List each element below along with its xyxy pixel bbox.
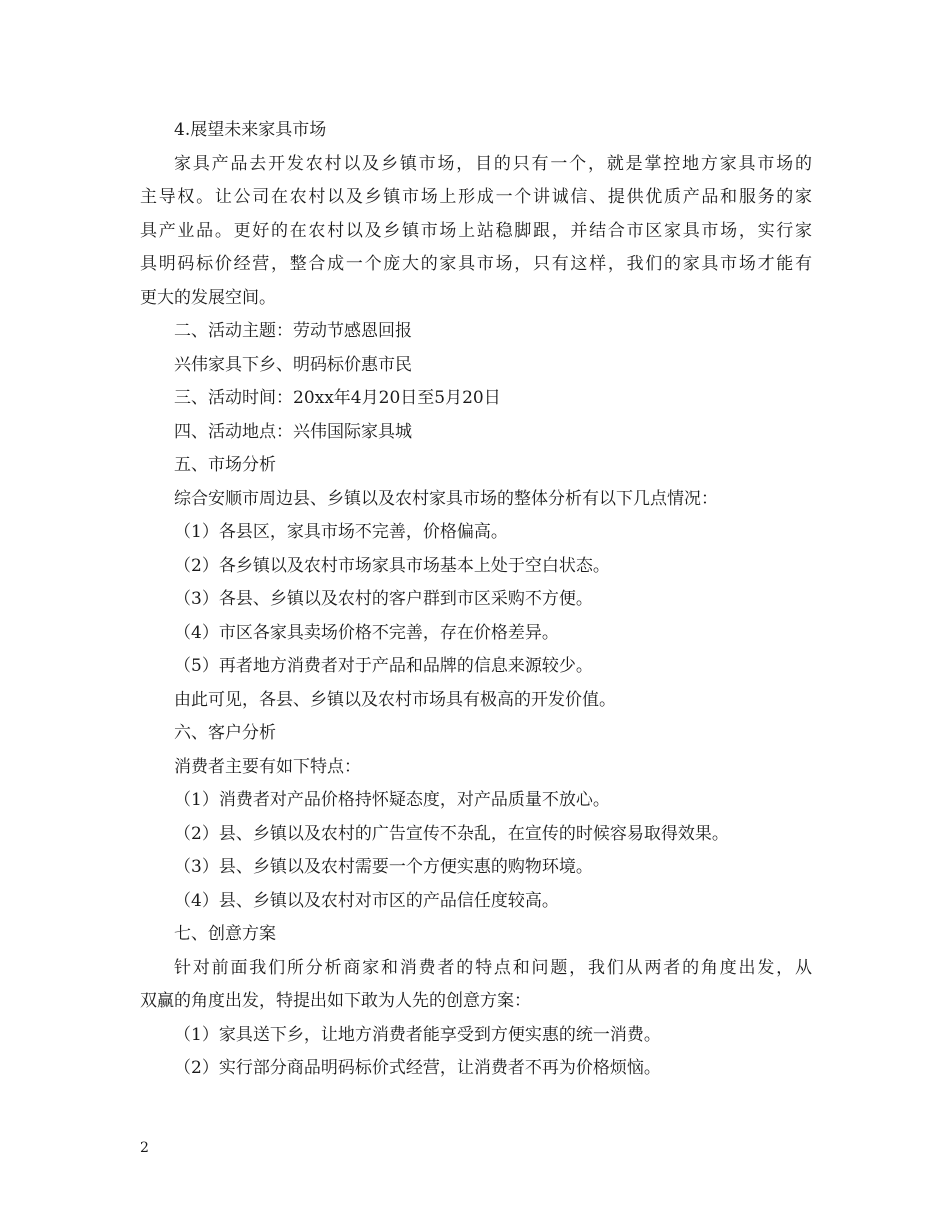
text-line: （3）县、乡镇以及农村需要一个方便实惠的购物环境。 bbox=[174, 857, 593, 877]
text-line: （4）县、乡镇以及农村对市区的产品信任度较高。 bbox=[174, 890, 559, 911]
text-line: 家具产品去开发农村以及乡镇市场，目的只有一个，就是掌控地方家具市场的 bbox=[174, 153, 812, 174]
text-line: 双赢的角度出发，特提出如下敢为人先的创意方案： bbox=[140, 991, 531, 1011]
text-line: （2）实行部分商品明码标价式经营，让消费者不再为价格烦恼。 bbox=[174, 1058, 661, 1078]
text-line: 由此可见，各县、乡镇以及农村市场具有极高的开发价值。 bbox=[174, 689, 616, 710]
text-line: 二、活动主题：劳动节感恩回报 bbox=[174, 321, 412, 341]
text-line: 七、创意方案 bbox=[174, 924, 276, 944]
document-body bbox=[140, 114, 812, 1086]
text-line: （2）县、乡镇以及农村的广告宣传不杂乱，在宣传的时候容易取得效果。 bbox=[174, 823, 729, 844]
text-line: 4.展望未来家具市场 bbox=[174, 120, 327, 140]
text-line: 综合安顺市周边县、乡镇以及农村家具市场的整体分析有以下几点情况： bbox=[174, 488, 718, 509]
text-line: 具产业品。更好的在农村以及乡镇市场上站稳脚跟，并结合市区家具市场，实行家 bbox=[140, 220, 812, 241]
text-line: 兴伟家具下乡、明码标价惠市民 bbox=[174, 354, 412, 375]
text-line: （5）再者地方消费者对于产品和品牌的信息来源较少。 bbox=[174, 656, 593, 676]
text-line: 五、市场分析 bbox=[174, 455, 276, 475]
text-line: 消费者主要有如下特点： bbox=[174, 756, 361, 777]
text-line: 具明码标价经营，整合成一个庞大的家具市场，只有这样，我们的家具市场才能有 bbox=[140, 254, 812, 274]
text-line: 主导权。让公司在农村以及乡镇市场上形成一个讲诚信、提供优质产品和服务的家 bbox=[140, 187, 812, 207]
text-line: 针对前面我们所分析商家和消费者的特点和问题，我们从两者的角度出发，从 bbox=[174, 957, 812, 978]
page-number: 2 bbox=[140, 1140, 149, 1156]
text-line: 三、活动时间：20xx年4月20日至5月20日 bbox=[174, 388, 501, 408]
text-line: （3）各县、乡镇以及农村的客户群到市区采购不方便。 bbox=[174, 589, 593, 609]
text-line: 四、活动地点：兴伟国际家具城 bbox=[174, 421, 412, 442]
text-line: 六、客户分析 bbox=[174, 723, 276, 743]
text-line: 更大的发展空间。 bbox=[140, 287, 276, 308]
text-line: （1）家具送下乡，让地方消费者能享受到方便实惠的统一消费。 bbox=[174, 1024, 661, 1045]
text-line: （4）市区各家具卖场价格不完善，存在价格差异。 bbox=[174, 622, 559, 643]
text-line: （1）消费者对产品价格持怀疑态度，对产品质量不放心。 bbox=[174, 790, 610, 810]
text-line: （2）各乡镇以及农村市场家具市场基本上处于空白状态。 bbox=[174, 555, 610, 576]
text-line: （1）各县区，家具市场不完善，价格偏高。 bbox=[174, 522, 508, 542]
